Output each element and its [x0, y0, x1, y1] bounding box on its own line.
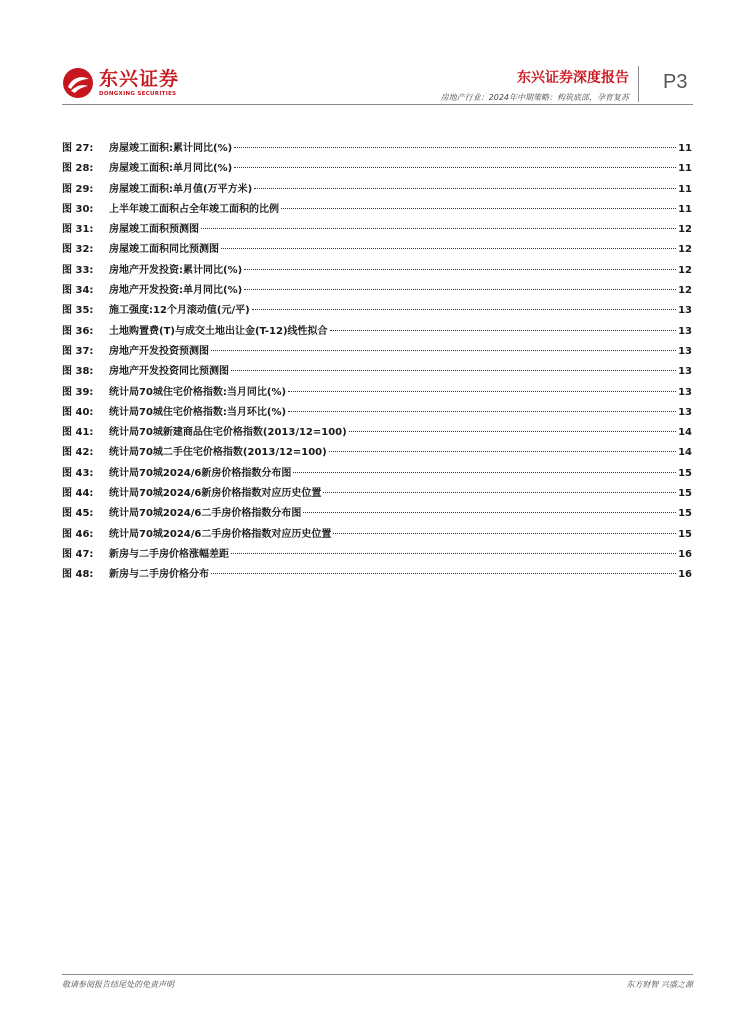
toc-page-number: 14	[678, 447, 692, 459]
toc-figure-number: 图 48:	[62, 569, 94, 581]
toc-leader-dots	[252, 309, 676, 310]
toc-entry[interactable]	[62, 383, 692, 403]
toc-leader-dots	[329, 451, 676, 452]
toc-leader-dots	[231, 553, 676, 554]
toc-page-number: 12	[678, 224, 692, 236]
toc-entry[interactable]	[62, 504, 692, 524]
toc-figure-title: 房屋竣工面积:累计同比(%)	[109, 143, 233, 154]
toc-page-number: 11	[678, 163, 692, 175]
company-slogan: 东方财智 兴盛之源	[626, 980, 693, 989]
toc-leader-dots	[234, 147, 676, 148]
toc-leader-dots	[281, 208, 676, 209]
toc-figure-number: 图 33:	[62, 264, 94, 276]
toc-page-number: 11	[678, 203, 692, 215]
toc-figure-title: 统计局70城新建商品住宅价格指数(2013/12=100)	[109, 427, 347, 439]
toc-figure-title: 新房与二手房价格分布	[109, 569, 209, 581]
dongxing-logo-icon	[62, 67, 94, 99]
toc-figure-title: 土地购置费(T)与成交土地出让金(T-12)线性拟合	[109, 325, 328, 337]
toc-figure-number: 图 34:	[62, 285, 94, 297]
toc-figure-number: 图 41:	[62, 427, 94, 439]
toc-figure-number: 图 32:	[62, 244, 94, 256]
toc-page-number: 15	[678, 467, 692, 479]
toc-leader-dots	[330, 330, 676, 331]
toc-entry[interactable]	[62, 545, 692, 565]
toc-page-number: 15	[678, 508, 692, 520]
figure-list	[62, 139, 692, 586]
toc-leader-dots	[303, 512, 676, 513]
toc-page-number: 13	[678, 305, 692, 317]
toc-leader-dots	[234, 167, 676, 168]
toc-figure-title: 统计局70城2024/6新房价格指数分布图	[109, 467, 292, 479]
toc-figure-title: 房屋竣工面积预测图	[109, 224, 199, 236]
toc-entry[interactable]	[62, 322, 692, 342]
toc-figure-number: 图 29:	[62, 183, 94, 195]
toc-entry[interactable]	[62, 159, 692, 179]
toc-page-number: 13	[678, 345, 692, 357]
report-title: 东兴证券深度报告	[517, 70, 629, 86]
header-rule	[62, 104, 693, 105]
toc-figure-number: 图 28:	[62, 163, 94, 175]
toc-figure-title: 房地产开发投资同比预测图	[109, 366, 229, 378]
toc-figure-number: 图 46:	[62, 528, 94, 540]
logo-text-cn: 东兴证券	[99, 67, 180, 90]
toc-page-number: 13	[678, 386, 692, 398]
toc-figure-title: 房地产开发投资:单月同比(%)	[109, 285, 243, 297]
toc-figure-number: 图 30:	[62, 203, 94, 215]
toc-figure-title: 统计局70城二手住宅价格指数(2013/12=100)	[109, 447, 327, 459]
toc-entry[interactable]	[62, 240, 692, 260]
toc-leader-dots	[231, 370, 676, 371]
header-divider	[638, 66, 639, 102]
toc-page-number: 13	[678, 325, 692, 337]
toc-figure-number: 图 27:	[62, 143, 94, 154]
toc-figure-number: 图 38:	[62, 366, 94, 378]
toc-leader-dots	[288, 391, 676, 392]
toc-figure-title: 统计局70城2024/6二手房价格指数分布图	[109, 508, 302, 520]
toc-page-number: 13	[678, 366, 692, 378]
page-number: P3	[663, 71, 688, 93]
footer-rule	[62, 974, 693, 975]
toc-figure-number: 图 35:	[62, 305, 94, 317]
toc-figure-number: 图 42:	[62, 447, 94, 459]
toc-leader-dots	[254, 188, 676, 189]
logo-text-en: DONGXING SECURITIES	[99, 90, 177, 97]
report-header	[0, 0, 755, 110]
toc-leader-dots	[211, 350, 676, 351]
toc-entry[interactable]	[62, 180, 692, 200]
toc-leader-dots	[288, 411, 676, 412]
toc-page-number: 12	[678, 244, 692, 256]
toc-leader-dots	[221, 248, 676, 249]
report-subtitle: 房地产行业：2024年中期策略：构筑底部，孕育复苏	[440, 93, 629, 102]
toc-leader-dots	[349, 431, 676, 432]
toc-page-number: 15	[678, 528, 692, 540]
toc-entry[interactable]	[62, 342, 692, 362]
toc-page-number: 11	[678, 183, 692, 195]
toc-page-number: 12	[678, 264, 692, 276]
toc-figure-title: 房地产开发投资预测图	[109, 345, 209, 357]
toc-page-number: 11	[678, 143, 692, 154]
company-logo	[62, 67, 179, 99]
toc-figure-title: 上半年竣工面积占全年竣工面积的比例	[109, 203, 279, 215]
toc-page-number: 12	[678, 285, 692, 297]
toc-figure-number: 图 45:	[62, 508, 94, 520]
toc-figure-title: 施工强度:12个月滚动值(元/平)	[109, 305, 250, 317]
toc-entry[interactable]	[62, 403, 692, 423]
toc-leader-dots	[211, 573, 676, 574]
toc-leader-dots	[244, 269, 676, 270]
toc-entry[interactable]	[62, 200, 692, 220]
toc-figure-title: 统计局70城2024/6新房价格指数对应历史位置	[109, 488, 322, 500]
toc-entry[interactable]	[62, 301, 692, 321]
toc-entry[interactable]	[62, 281, 692, 301]
toc-figure-number: 图 43:	[62, 467, 94, 479]
toc-entry[interactable]	[62, 220, 692, 240]
toc-entry[interactable]	[62, 443, 692, 463]
toc-figure-title: 新房与二手房价格涨幅差距	[109, 548, 229, 560]
toc-page-number: 15	[678, 488, 692, 500]
toc-entry[interactable]	[62, 484, 692, 504]
toc-figure-number: 图 44:	[62, 488, 94, 500]
toc-figure-title: 统计局70城2024/6二手房价格指数对应历史位置	[109, 528, 332, 540]
toc-figure-number: 图 47:	[62, 548, 94, 560]
toc-entry[interactable]	[62, 565, 692, 585]
toc-page-number: 16	[678, 569, 692, 581]
toc-leader-dots	[201, 228, 676, 229]
toc-leader-dots	[244, 289, 676, 290]
toc-figure-title: 房屋竣工面积:单月值(万平方米)	[109, 183, 253, 195]
toc-figure-title: 统计局70城住宅价格指数:当月环比(%)	[109, 406, 287, 418]
toc-figure-title: 房屋竣工面积:单月同比(%)	[109, 163, 233, 175]
toc-figure-title: 统计局70城住宅价格指数:当月同比(%)	[109, 386, 287, 398]
toc-page-number: 16	[678, 548, 692, 560]
toc-figure-title: 房地产开发投资:累计同比(%)	[109, 264, 243, 276]
toc-leader-dots	[333, 533, 676, 534]
toc-leader-dots	[323, 492, 676, 493]
disclaimer-note: 敬请参阅报告结尾处的免责声明	[62, 980, 174, 989]
toc-entry[interactable]	[62, 261, 692, 281]
toc-figure-number: 图 37:	[62, 345, 94, 357]
toc-page-number: 13	[678, 406, 692, 418]
toc-figure-number: 图 31:	[62, 224, 94, 236]
toc-entry[interactable]	[62, 464, 692, 484]
toc-figure-number: 图 36:	[62, 325, 94, 337]
toc-entry[interactable]	[62, 139, 692, 159]
toc-figure-number: 图 40:	[62, 406, 94, 418]
toc-leader-dots	[293, 472, 676, 473]
toc-figure-number: 图 39:	[62, 386, 94, 398]
toc-page-number: 14	[678, 427, 692, 439]
toc-entry[interactable]	[62, 525, 692, 545]
toc-figure-title: 房屋竣工面积同比预测图	[109, 244, 219, 256]
toc-entry[interactable]	[62, 423, 692, 443]
toc-entry[interactable]	[62, 362, 692, 382]
